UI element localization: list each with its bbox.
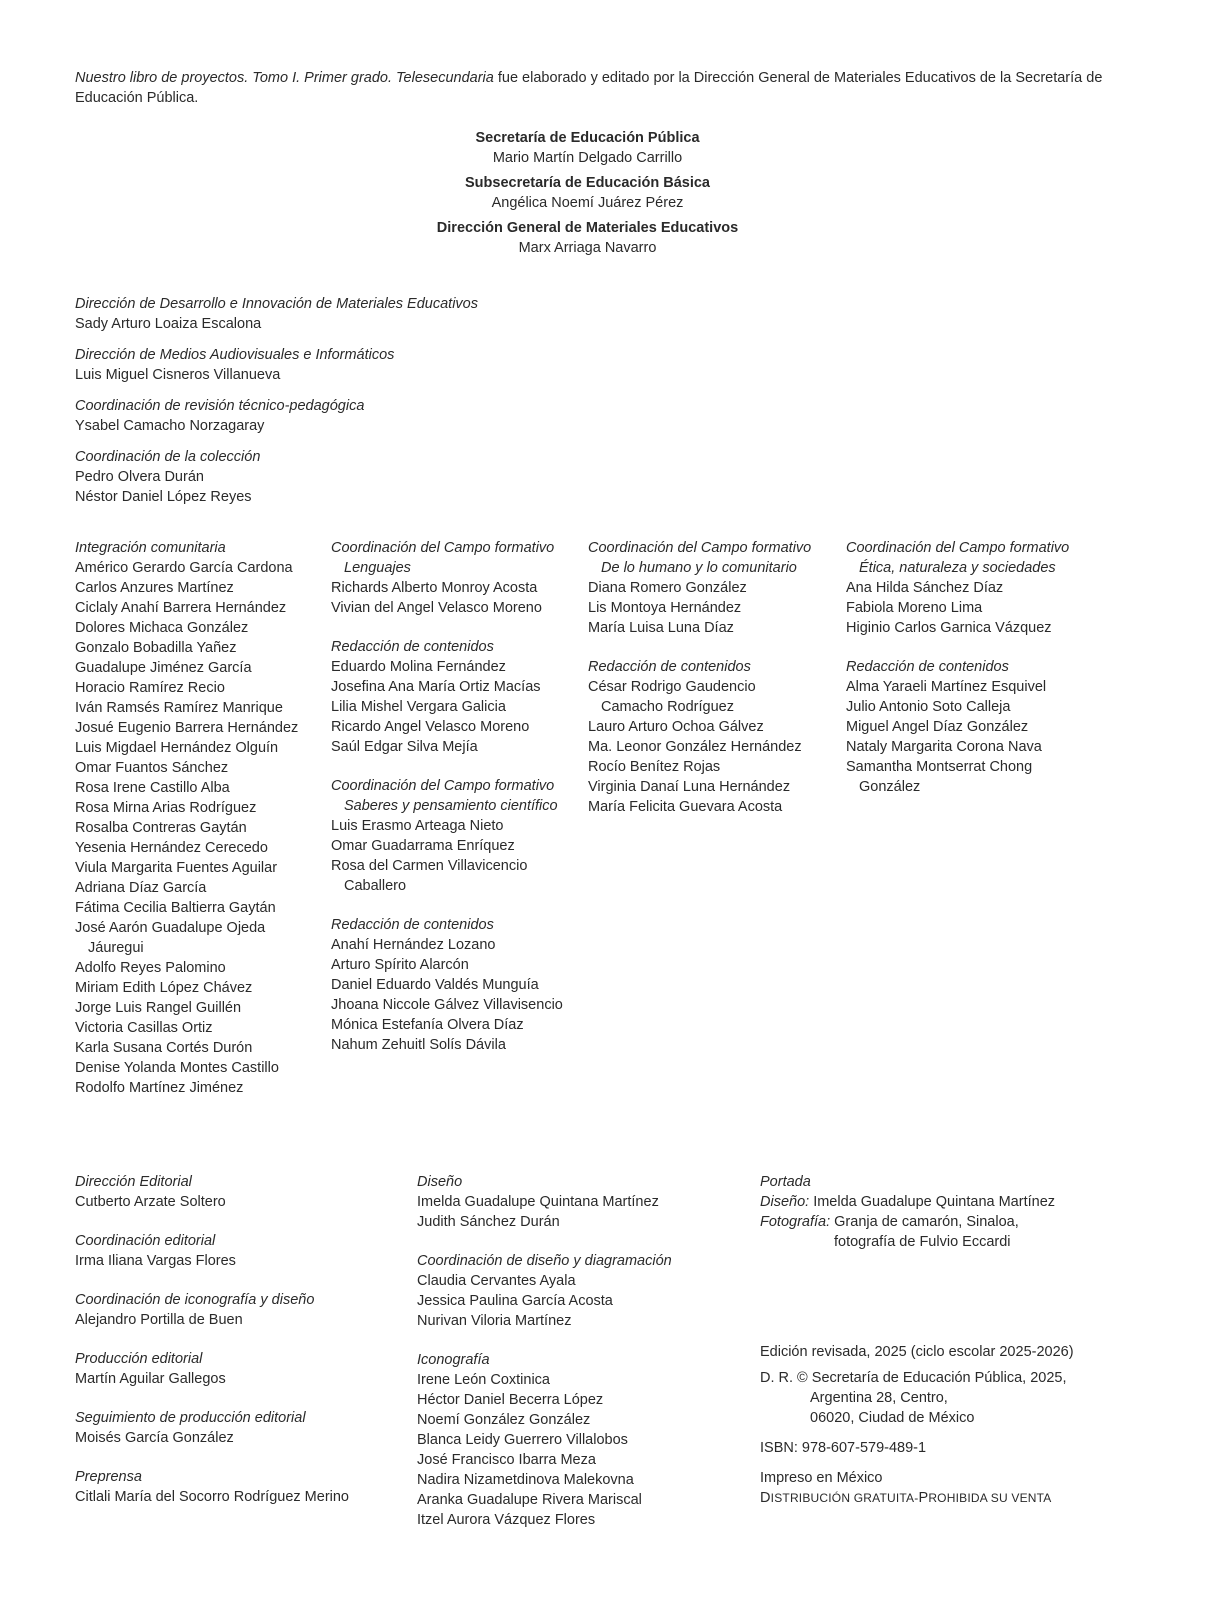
officials-block	[0, 128, 1175, 263]
credit-block	[75, 1172, 405, 1212]
credit-role: Redacción de contenidos	[331, 917, 494, 933]
credit-name: Rosalba Contreras Gaytán	[75, 820, 247, 836]
credit-name: Nurivan Viloria Martínez	[417, 1313, 572, 1329]
credit-role: Coordinación del Campo formativo	[331, 778, 555, 794]
credit-name: Camacho Rodríguez	[601, 699, 734, 715]
credit-name: Imelda Guadalupe Quintana Martínez	[417, 1194, 659, 1210]
cover-photo-label: Fotografía:	[760, 1214, 831, 1230]
credit-name: Martín Aguilar Gallegos	[75, 1371, 226, 1387]
credit-name: Arturo Spírito Alarcón	[331, 957, 469, 973]
credit-name: Miguel Angel Díaz González	[846, 719, 1029, 735]
credit-name: Ysabel Camacho Norzagaray	[75, 418, 265, 434]
credit-name: Lis Montoya Hernández	[588, 600, 742, 616]
credit-name: Aranka Guadalupe Rivera Mariscal	[417, 1492, 642, 1508]
credit-role: Lenguajes	[344, 560, 411, 576]
official-name: Angélica Noemí Juárez Pérez	[491, 195, 684, 211]
rights-line-2: Argentina 28, Centro,	[810, 1390, 948, 1406]
credit-name: Cutberto Arzate Soltero	[75, 1194, 226, 1210]
credit-block	[331, 538, 581, 618]
credit-name: César Rodrigo Gaudencio	[588, 679, 756, 695]
credit-role: Dirección de Desarrollo e Innovación de Materiales Educativos	[75, 296, 478, 312]
credits-column-1	[75, 538, 325, 1117]
credit-block	[75, 294, 675, 334]
credit-name: Saúl Edgar Silva Mejía	[331, 739, 478, 755]
distribution-capital: D	[760, 1490, 771, 1506]
credit-name: José Aarón Guadalupe Ojeda	[75, 920, 266, 936]
intro-text: fue elaborado y editado por la Dirección General de Materiales Educativos de la Secretaría de Educación Pública.	[75, 70, 1103, 106]
cover-photo-text: Granja de camarón, Sinaloa,	[830, 1214, 1019, 1230]
credit-name: Ana Hilda Sánchez Díaz	[846, 580, 1004, 596]
credit-name: Diana Romero González	[588, 580, 747, 596]
credit-block	[331, 915, 581, 1055]
credit-name: Judith Sánchez Durán	[417, 1214, 560, 1230]
credit-name: Dolores Michaca González	[75, 620, 249, 636]
credit-name: Gonzalo Bobadilla Yañez	[75, 640, 237, 656]
credit-role: Coordinación de iconografía y diseño	[75, 1292, 315, 1308]
credit-name: Rosa Mirna Arias Rodríguez	[75, 800, 257, 816]
credit-role: Coordinación de diseño y diagramación	[417, 1253, 672, 1269]
credit-name: Daniel Eduardo Valdés Munguía	[331, 977, 539, 993]
credit-name: Victoria Casillas Ortiz	[75, 1020, 213, 1036]
credit-name: Karla Susana Cortés Durón	[75, 1040, 253, 1056]
credit-name: Héctor Daniel Becerra López	[417, 1392, 604, 1408]
cover-design-name: Imelda Guadalupe Quintana Martínez	[809, 1194, 1056, 1210]
credit-name: Luis Miguel Cisneros Villanueva	[75, 367, 281, 383]
credit-name: Caballero	[344, 878, 407, 894]
credit-name: Irene León Coxtinica	[417, 1372, 550, 1388]
official-name: Marx Arriaga Navarro	[518, 240, 657, 256]
credit-name: Irma Iliana Vargas Flores	[75, 1253, 236, 1269]
official-org: Secretaría de Educación Pública	[475, 130, 700, 146]
credit-name: Omar Guadarrama Enríquez	[331, 838, 515, 854]
credit-name: Eduardo Molina Fernández	[331, 659, 506, 675]
credit-name: Josué Eugenio Barrera Hernández	[75, 720, 299, 736]
credit-block	[417, 1251, 747, 1331]
credit-name: Mónica Estefanía Olvera Díaz	[331, 1017, 524, 1033]
credit-name: Claudia Cervantes Ayala	[417, 1273, 576, 1289]
credit-name: Rocío Benítez Rojas	[588, 759, 721, 775]
credit-name: Alma Yaraeli Martínez Esquivel	[846, 679, 1047, 695]
credit-name: Fabiola Moreno Lima	[846, 600, 983, 616]
credit-role: Ética, naturaleza y sociedades	[859, 560, 1056, 576]
credit-role: Coordinación del Campo formativo	[331, 540, 555, 556]
credit-name: Iván Ramsés Ramírez Manrique	[75, 700, 283, 716]
credits-column-4	[846, 538, 1096, 816]
distribution-line	[760, 1488, 1160, 1508]
credit-role: Coordinación del Campo formativo	[588, 540, 812, 556]
credit-name: Rodolfo Martínez Jiménez	[75, 1080, 244, 1096]
rights-line-1: Secretaría de Educación Pública, 2025,	[807, 1370, 1067, 1386]
credit-name: Moisés García González	[75, 1430, 234, 1446]
credit-name: Jáuregui	[88, 940, 144, 956]
distribution-capital: P	[918, 1490, 929, 1506]
credit-role: Saberes y pensamiento científico	[344, 798, 558, 814]
credit-name: Viula Margarita Fuentes Aguilar	[75, 860, 278, 876]
credit-name: Sady Arturo Loaiza Escalona	[75, 316, 262, 332]
credit-name: Vivian del Angel Velasco Moreno	[331, 600, 542, 616]
credit-name: Jhoana Niccole Gálvez Villavisencio	[331, 997, 563, 1013]
credit-name: Ciclaly Anahí Barrera Hernández	[75, 600, 287, 616]
credit-name: Jessica Paulina García Acosta	[417, 1293, 613, 1309]
editorial-left-column	[75, 1172, 405, 1526]
credit-role: Redacción de contenidos	[588, 659, 751, 675]
credit-name: Higinio Carlos Garnica Vázquez	[846, 620, 1052, 636]
credit-role: Producción editorial	[75, 1351, 203, 1367]
credit-name: Julio Antonio Soto Calleja	[846, 699, 1011, 715]
credit-name: Lauro Arturo Ochoa Gálvez	[588, 719, 764, 735]
credit-name: Adriana Díaz García	[75, 880, 207, 896]
credit-role: Integración comunitaria	[75, 540, 226, 556]
cover-photo-line	[760, 1212, 1160, 1232]
credit-role: Redacción de contenidos	[846, 659, 1009, 675]
credit-role: Seguimiento de producción editorial	[75, 1410, 306, 1426]
cover-design-label: Diseño:	[760, 1194, 810, 1210]
credit-name: Anahí Hernández Lozano	[331, 937, 496, 953]
credit-name: Citlali María del Socorro Rodríguez Merino	[75, 1489, 349, 1505]
credit-block	[417, 1350, 747, 1530]
edition-line: Edición revisada, 2025 (ciclo escolar 2025-2026)	[760, 1344, 1074, 1360]
cover-photo-credit: fotografía de Fulvio Eccardi	[834, 1234, 1011, 1250]
credit-name: Virginia Danaí Luna Hernández	[588, 779, 791, 795]
cover-design-line	[760, 1192, 1160, 1212]
credit-role: Coordinación de revisión técnico-pedagógica	[75, 398, 365, 414]
official-block	[0, 128, 1175, 168]
credit-name: Miriam Edith López Chávez	[75, 980, 253, 996]
credit-name: Luis Erasmo Arteaga Nieto	[331, 818, 504, 834]
credit-name: Guadalupe Jiménez García	[75, 660, 252, 676]
official-org: Dirección General de Materiales Educativos	[436, 220, 739, 236]
credit-name: María Felicita Guevara Acosta	[588, 799, 783, 815]
editorial-middle-column	[417, 1172, 747, 1549]
credit-name: Samantha Montserrat Chong	[846, 759, 1033, 775]
credit-name: Américo Gerardo García Cardona	[75, 560, 293, 576]
isbn-line: ISBN: 978-607-579-489-1	[760, 1440, 927, 1456]
credit-block	[75, 396, 675, 436]
credit-block	[588, 538, 838, 638]
credit-name: Richards Alberto Monroy Acosta	[331, 580, 538, 596]
printed-line: Impreso en México	[760, 1470, 883, 1486]
credit-name: Fátima Cecilia Baltierra Gaytán	[75, 900, 276, 916]
credit-name: Ma. Leonor González Hernández	[588, 739, 802, 755]
distribution-smallcaps: ROHIBIDA SU VENTA	[928, 1491, 1052, 1505]
credit-role: Iconografía	[417, 1352, 490, 1368]
distribution-smallcaps: ISTRIBUCIÓN GRATUITA-	[770, 1491, 919, 1505]
credit-role: De lo humano y lo comunitario	[601, 560, 797, 576]
credit-name: Néstor Daniel López Reyes	[75, 489, 252, 505]
cover-credits	[760, 1172, 1160, 1252]
credit-role: Redacción de contenidos	[331, 639, 494, 655]
official-name: Mario Martín Delgado Carrillo	[492, 150, 683, 166]
credit-name: Yesenia Hernández Cerecedo	[75, 840, 268, 856]
credit-block	[588, 657, 838, 817]
official-block	[0, 218, 1175, 258]
cover-role: Portada	[760, 1174, 811, 1190]
credit-name: Horacio Ramírez Recio	[75, 680, 225, 696]
credit-name: Pedro Olvera Durán	[75, 469, 204, 485]
credit-role: Dirección Editorial	[75, 1174, 192, 1190]
credit-name: Lilia Mishel Vergara Galicia	[331, 699, 506, 715]
credit-name: Rosa Irene Castillo Alba	[75, 780, 230, 796]
credit-name: Blanca Leidy Guerrero Villalobos	[417, 1432, 628, 1448]
credit-name: Rosa del Carmen Villavicencio	[331, 858, 528, 874]
credit-block	[331, 776, 581, 896]
credit-block	[75, 345, 675, 385]
credit-block	[846, 538, 1096, 638]
rights-prefix: D. R. ©	[760, 1370, 808, 1386]
credit-name: María Luisa Luna Díaz	[588, 620, 734, 636]
credit-block	[75, 1408, 405, 1448]
intro-paragraph	[75, 68, 1140, 108]
official-org: Subsecretaría de Educación Básica	[465, 175, 710, 191]
book-title: Nuestro libro de proyectos. Tomo I. Primer grado. Telesecundaria	[75, 70, 494, 86]
credit-block	[75, 1467, 405, 1507]
credit-block	[75, 1290, 405, 1330]
credit-name: Josefina Ana María Ortiz Macías	[331, 679, 541, 695]
credit-role: Coordinación editorial	[75, 1233, 216, 1249]
credit-name: Nataly Margarita Corona Nava	[846, 739, 1042, 755]
credit-block	[417, 1172, 747, 1232]
credit-name: Denise Yolanda Montes Castillo	[75, 1060, 279, 1076]
credit-block	[75, 447, 675, 507]
credit-role: Diseño	[417, 1174, 463, 1190]
credit-name: Adolfo Reyes Palomino	[75, 960, 226, 976]
official-block	[0, 173, 1175, 213]
credit-name: González	[859, 779, 921, 795]
credit-role: Preprensa	[75, 1469, 142, 1485]
publication-info	[760, 1342, 1160, 1508]
credit-name: Nahum Zehuitl Solís Dávila	[331, 1037, 506, 1053]
credit-block	[331, 637, 581, 757]
credit-name: Luis Migdael Hernández Olguín	[75, 740, 279, 756]
directorates-block	[75, 294, 675, 518]
credit-block	[846, 657, 1096, 797]
credit-block	[75, 1349, 405, 1389]
credit-role: Coordinación de la colección	[75, 449, 261, 465]
rights-block	[760, 1368, 1160, 1428]
credit-name: Ricardo Angel Velasco Moreno	[331, 719, 530, 735]
credits-column-3	[588, 538, 838, 836]
credits-column-2	[331, 538, 581, 1074]
credit-role: Coordinación del Campo formativo	[846, 540, 1070, 556]
credit-name: Jorge Luis Rangel Guillén	[75, 1000, 242, 1016]
credit-name: Itzel Aurora Vázquez Flores	[417, 1512, 596, 1528]
rights-line-3: 06020, Ciudad de México	[810, 1410, 975, 1426]
credit-name: Nadira Nizametdinova Malekovna	[417, 1472, 634, 1488]
credit-block	[75, 538, 325, 1098]
credit-block	[75, 1231, 405, 1271]
credit-name: Carlos Anzures Martínez	[75, 580, 234, 596]
credit-role: Dirección de Medios Audiovisuales e Informáticos	[75, 347, 395, 363]
credit-name: Omar Fuantos Sánchez	[75, 760, 229, 776]
credit-name: Alejandro Portilla de Buen	[75, 1312, 243, 1328]
credit-name: Noemí González González	[417, 1412, 591, 1428]
credit-name: José Francisco Ibarra Meza	[417, 1452, 596, 1468]
